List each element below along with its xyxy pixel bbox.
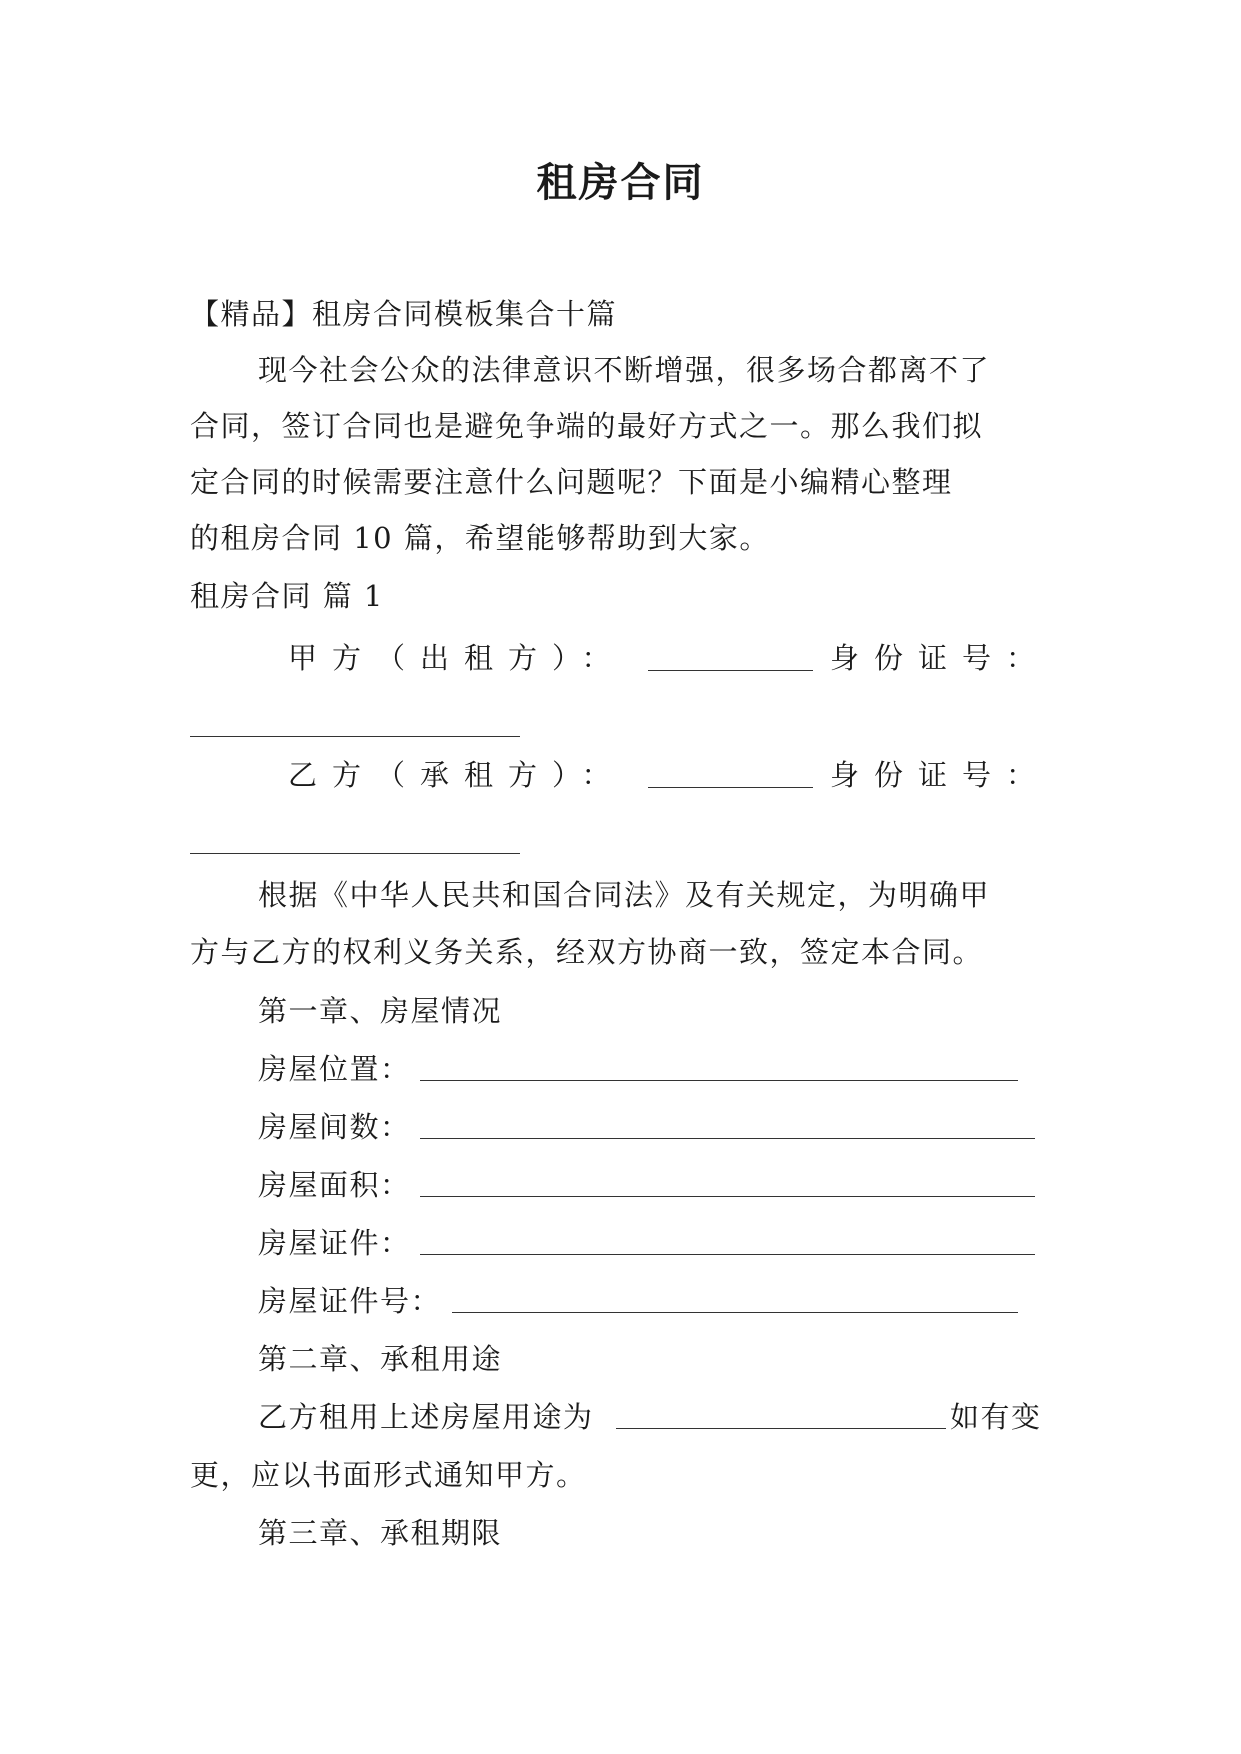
field-house-location-blank bbox=[420, 1080, 1018, 1081]
field-house-area: 房屋面积： bbox=[258, 1168, 411, 1202]
chapter-3-heading: 第三章、承租期限 bbox=[258, 1516, 503, 1550]
party-a-name-blank bbox=[648, 670, 813, 671]
field-room-count-blank bbox=[420, 1138, 1035, 1139]
usage-suffix: 如有变 bbox=[950, 1400, 1042, 1434]
usage-blank bbox=[616, 1428, 946, 1429]
chapter-2-heading: 第二章、承租用途 bbox=[258, 1342, 503, 1376]
document-subtitle: 【精品】租房合同模板集合十篇 bbox=[190, 297, 618, 331]
document-title: 租房合同 bbox=[536, 159, 705, 206]
party-a-label: 甲方（出租方）： bbox=[288, 641, 626, 675]
field-house-certificate: 房屋证件： bbox=[258, 1226, 411, 1260]
chapter-1-heading: 第一章、房屋情况 bbox=[258, 994, 503, 1028]
field-certificate-number: 房屋证件号： bbox=[258, 1284, 442, 1318]
field-house-area-blank bbox=[420, 1196, 1035, 1197]
intro-line-1: 现今社会公众的法律意识不断增强，很多场合都离不了 bbox=[258, 353, 991, 387]
party-b-label: 乙方（承租方）： bbox=[288, 758, 626, 792]
intro-line-3: 定合同的时候需要注意什么问题呢？下面是小编精心整理 bbox=[190, 465, 953, 499]
section-heading: 租房合同 篇 1 bbox=[190, 579, 384, 613]
field-certificate-number-blank bbox=[452, 1312, 1018, 1313]
field-house-location: 房屋位置： bbox=[258, 1052, 411, 1086]
party-b-name-blank bbox=[648, 787, 813, 788]
field-house-certificate-blank bbox=[420, 1254, 1035, 1255]
party-b-id-blank bbox=[190, 853, 520, 854]
intro-line-4: 的租房合同 10 篇，希望能够帮助到大家。 bbox=[190, 521, 770, 555]
party-a-id-label: 身份证号： bbox=[830, 641, 1051, 675]
usage-prefix: 乙方租用上述房屋用途为 bbox=[258, 1400, 594, 1434]
party-b-id-label: 身份证号： bbox=[830, 758, 1051, 792]
usage-line-2: 更，应以书面形式通知甲方。 bbox=[190, 1458, 587, 1492]
field-room-count: 房屋间数： bbox=[258, 1110, 411, 1144]
basis-line-2: 方与乙方的权利义务关系，经双方协商一致，签定本合同。 bbox=[190, 935, 984, 969]
basis-line-1: 根据《中华人民共和国合同法》及有关规定，为明确甲 bbox=[258, 878, 991, 912]
intro-line-2: 合同，签订合同也是避免争端的最好方式之一。那么我们拟 bbox=[190, 409, 984, 443]
party-a-id-blank bbox=[190, 736, 520, 737]
